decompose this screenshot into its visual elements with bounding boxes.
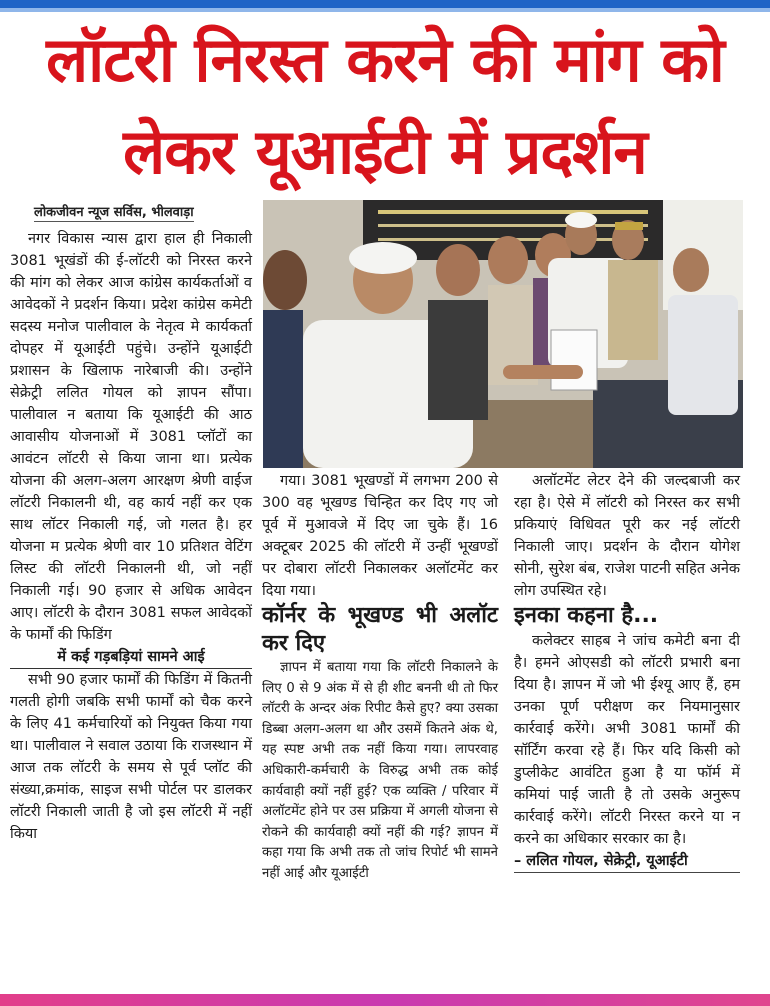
top-border-light [0,8,770,12]
col2-paragraph-1: गया। 3081 भूखण्डों में लगभग 200 से 300 वह भूखण्ड चिन्हित कर दिए गए जो पूर्व में मुआवजे में दिए जा चुके हैं। 16 अक्टूबर 2025 की लॉटरी में उन्हीं भूखण्डों पर दोबारा लॉटरी निकालकर अलॉटमेंट कर दिया गया। [262,473,498,599]
col1-subheading: में कई गड़बड़ियां सामने आई [10,646,252,669]
column-1 [10,228,252,845]
dateline: लोकजीवन न्यूज सर्विस, भीलवाड़ा [34,202,194,222]
col1-paragraph-2: सभी 90 हजार फार्मों की फिडिंग में कितनी गलती होगी जबकि सभी फार्मों को चैक करने के लिए 41 कर्मचारियों को नियुक्त किया गया था। पालीवाल ने सवाल उठाया कि राजस्थान में आज तक लॉटरी के समय से पूर्व प्लॉट की संख्या,क्रमांक, साइज सभी पोर्टल पर डालकर लॉटरी निकाली जाती है जो इस लॉटरी में नहीं किया [10,672,252,842]
col3-paragraph-2: कलेक्टर साहब ने जांच कमेटी बना दी है। हमने ओएसडी को लॉटरी प्रभारी बना दिया है। ज्ञापन में जो भी ईश्यू आए हैं, हम उनका पूर्ण परीक्षण कर नियमानुसार कार्रवाई करेंगे। अभी 3081 फार्मों की सॉर्टिंग करवा रहे हैं। फिर यदि किसी को डुप्लीकेट आवंटित हुआ है या फॉर्म में कमियां पाई जाती है तो उसके अनुरूप कार्रवाई करेंगे। लॉटरी निरस्त करने या न करने का अधिकार सरकार का है। [514,633,740,847]
news-photo [263,200,743,468]
top-border [0,0,770,8]
column-2 [262,470,498,885]
col2-subheading: कॉर्नर के भूखण्ड भी अलॉट कर दिए [262,603,498,656]
protest-photo-illustration [263,200,743,468]
bottom-border [0,994,770,1006]
column-3 [514,470,740,873]
col3-paragraph-1: अलॉटमेंट लेटर देने की जल्दबाजी कर रहा है। ऐसे में लॉटरी को निरस्त कर सभी प्रकियाएं विधिवत पूरी कर नई लॉटरी निकाली जाए। प्रदर्शन के दौरान योगेश सोनी, सुरेश बंब, राजेश पाटनी सहित अनेक लोग उपस्थित रहे। [514,473,740,599]
col2-paragraph-2: ज्ञापन में बताया गया कि लॉटरी निकालने के लिए 0 से 9 अंक में से ही शीट बननी थी तो फिर लॉटरी के अन्दर अंक रिपीट कैसे हुए? क्या उसका डिब्बा अलग-अलग था और उसमें कितने अंक थे, यह स्पष्ट अभी तक नहीं किया गया। लापरवाह अधिकारी-कर्मचारी के विरुद्ध अभी तक कोई कार्यवाही क्यों नहीं हुई? एक व्यक्ति / परिवार में अलॉटमेंट होने पर उस प्रक्रिया में अगली योजना से रोकने की कार्यवाही क्यों नहीं की गई? ज्ञापन में कहा गया कि अभी तक तो जांच रिपोर्ट भी सामने नहीं आई और यूआईटी [262,660,498,881]
col3-signature: – ललित गोयल, सेक्रेट्री, यूआईटी [514,850,740,873]
col1-paragraph-1: नगर विकास न्यास द्वारा हाल ही निकाली 3081 भूखंडों की ई-लॉटरी को निरस्त करने की मांग को लेकर आज कांग्रेस कार्यकर्ताओं व आवेदकों ने प्रदर्शन किया। प्रदेश कांग्रेस कमेटी सदस्य मनोज पालीवाल के नेतृत्व मे कार्यकर्ता दोपहर में यूआईटी पहुंचे। उन्होंने यूआईटी प्रशासन के खिलाफ नारेबाजी की। उन्होंने सेक्रेट्री ललित गोयल को ज्ञापन सौंपा। पालीवाल न बताया कि यूआईटी की आठ आवासीय योजनाओं में 3081 प्लॉटों का आवंटन लॉटरी से किया जाना था। प्रत्येक योजना की अलग-अलग आरक्षण श्रेणी वाईज लॉटरी निकालनी थी, वह कार्य नहीं कर एक साथ लॉटर निकाली गई, जो गलत है। हर योजना म प्रत्येक श्रेणी वार 10 प्रतिशत वेटिंग लिस्ट की लॉटरी निकालनी थी, जो नहीं निकाली गई। 90 हजार से अधिक आवेदन आए। लॉटरी के दौरान 3081 सफल आवेदकों के फार्मों की फिडिंग [10,231,252,643]
headline: लॉटरी निरस्त करने की मांग को लेकर यूआईटी में प्रदर्शन [46,23,724,188]
col3-subheading: इनका कहना है... [514,603,659,628]
